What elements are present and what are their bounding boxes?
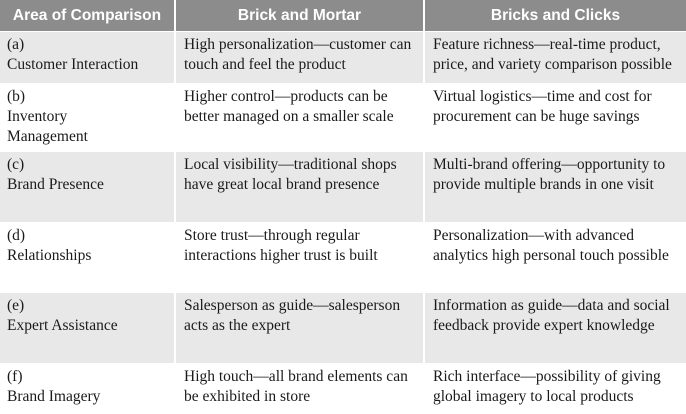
clicks-cell: Personalization—with advanced analytics high personal touch possible <box>424 223 686 293</box>
clicks-cell: Feature richness—real-time product, price, and variety comparison possible <box>424 32 686 84</box>
row-letter: (e) <box>7 297 25 314</box>
table-body <box>0 32 686 414</box>
row-letter: (f) <box>7 368 23 385</box>
brick-cell: Local visibility—traditional shops have great local brand presence <box>175 152 424 223</box>
area-label: Brand Presence <box>7 176 104 193</box>
header-row <box>0 0 686 32</box>
brick-cell: Store trust—through regular interactions higher trust is built <box>175 223 424 293</box>
header-brick-and-mortar: Brick and Mortar <box>175 0 424 32</box>
area-label: Inventory Management <box>7 108 88 145</box>
table-row <box>0 152 686 223</box>
header-bricks-and-clicks: Bricks and Clicks <box>424 0 686 32</box>
brick-cell: High touch—all brand elements can be exhibited in store <box>175 364 424 414</box>
area-label: Brand Imagery <box>7 388 101 405</box>
table-header <box>0 0 686 32</box>
brick-cell: Salesperson as guide—salesperson acts as the expert <box>175 293 424 364</box>
table-row <box>0 84 686 152</box>
area-cell <box>0 152 175 223</box>
brick-cell: High personalization—customer can touch and feel the product <box>175 32 424 84</box>
clicks-cell: Information as guide—data and social feedback provide expert knowledge <box>424 293 686 364</box>
clicks-cell: Virtual logistics—time and cost for procurement can be huge savings <box>424 84 686 152</box>
header-area-of-comparison: Area of Comparison <box>0 0 175 32</box>
row-letter: (b) <box>7 88 26 105</box>
area-label: Relationships <box>7 247 92 264</box>
table-row <box>0 32 686 84</box>
clicks-cell: Rich interface—possibility of giving global imagery to local products <box>424 364 686 414</box>
table-row <box>0 223 686 293</box>
area-cell <box>0 223 175 293</box>
area-cell <box>0 293 175 364</box>
row-letter: (d) <box>7 227 26 244</box>
area-label: Customer Interaction <box>7 56 139 73</box>
row-letter: (c) <box>7 156 25 173</box>
area-cell <box>0 364 175 414</box>
table-row <box>0 293 686 364</box>
brick-cell: Higher control—products can be better managed on a smaller scale <box>175 84 424 152</box>
area-cell <box>0 84 175 152</box>
clicks-cell: Multi-brand offering—opportunity to provide multiple brands in one visit <box>424 152 686 223</box>
row-letter: (a) <box>7 36 25 53</box>
table-row <box>0 364 686 414</box>
area-cell <box>0 32 175 84</box>
area-label: Expert Assistance <box>7 317 118 334</box>
